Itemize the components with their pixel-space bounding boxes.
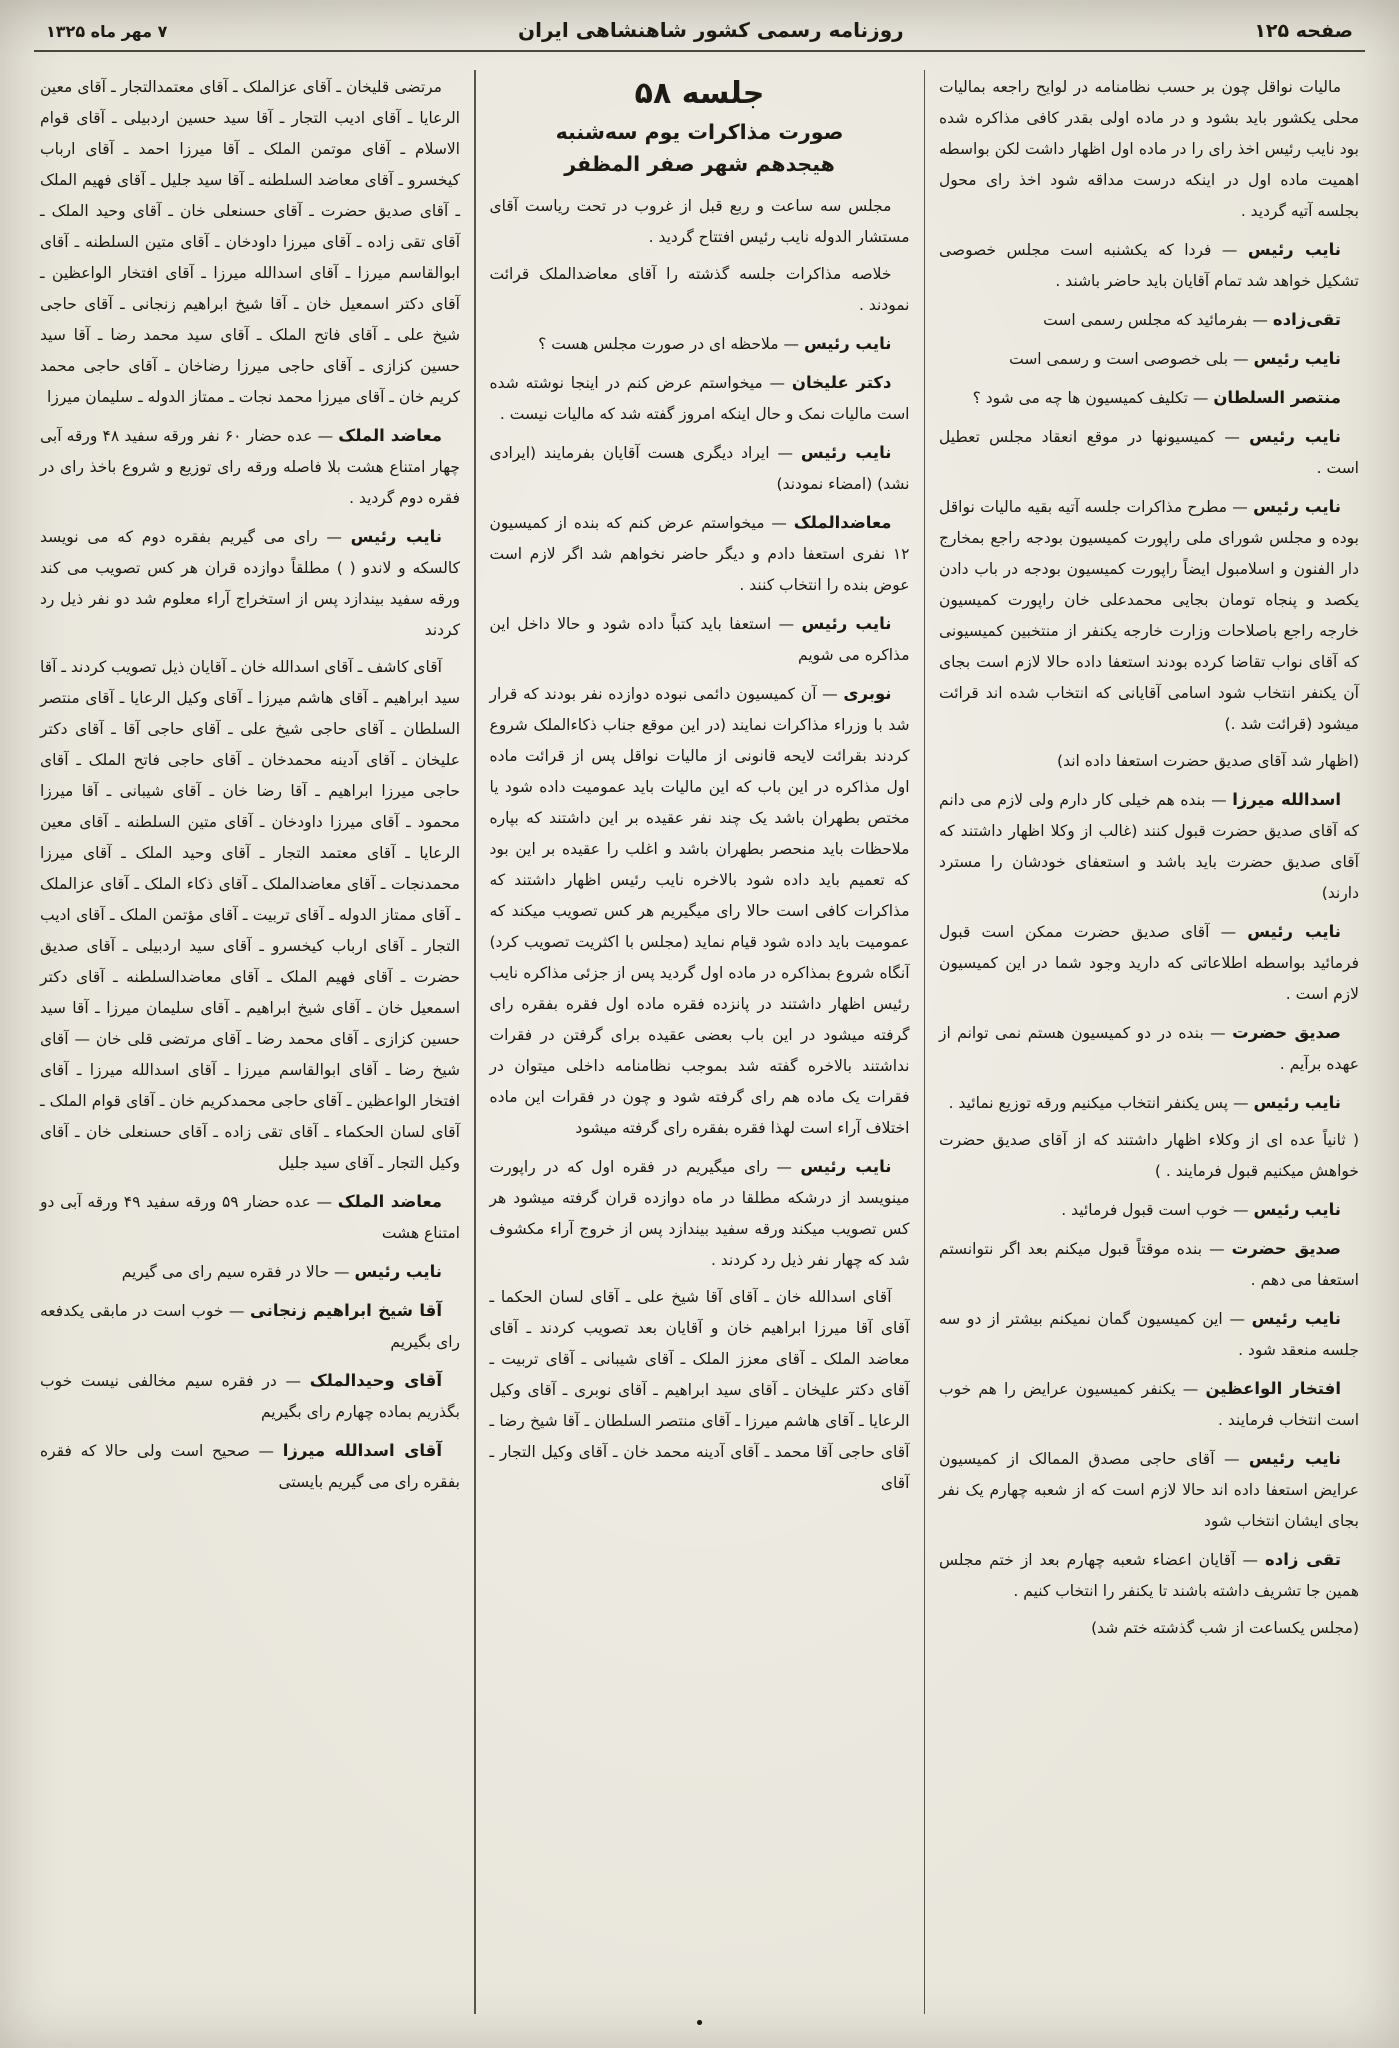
speaker-name: نایب رئیس — [1253, 1093, 1341, 1112]
column-left-blocks — [40, 72, 460, 1498]
speaker-name: معاضد الملک — [338, 426, 443, 445]
paragraph: دکتر علیخان — میخواستم عرض کنم در اینجا نوشته شده است مالیات نمک و حال اینکه امروز گفته شد که مالیات نیست . — [489, 372, 910, 423]
paragraph: معاضد الملک — عده حضار ۵۹ ورقه سفید ۴۹ ورقه آبی دو امتناع هشت — [40, 1192, 460, 1242]
paragraph: نایب رئیس — استعفا باید کتباً داده شود و حالا داخل این مذاکره می شویم — [489, 613, 910, 664]
speaker-name: معاضدالملک — [793, 512, 892, 532]
speaker-name: تقی زاده — [1265, 1550, 1341, 1569]
column-middle-blocks — [490, 191, 910, 1499]
paragraph: نایب رئیس — این کمیسیون گمان نمیکنم بیشتر از دو سه جلسه منعقد شود . — [939, 1309, 1359, 1359]
speaker-name: آقا شیخ ابراهیم زنجانی — [249, 1301, 442, 1320]
paragraph: نایب رئیس — فردا که یکشنبه است مجلس خصوصی تشکیل خواهد شد تمام آقایان باید حاضر باشند . — [939, 240, 1359, 290]
speaker-name: نایب رئیس — [800, 442, 892, 462]
paragraph: آقا شیخ ابراهیم زنجانی — خوب است در مابقی یکدفعه رای بگیریم — [40, 1301, 460, 1351]
paragraph: آقای کاشف ـ آقای اسدالله خان ـ آقایان ذیل تصویب کردند ـ آقا سید ابراهیم ـ آقای هاشم میرزا ـ آقای وکیل الرعایا ـ آقای منتصر السلطان ـ آقای حاجی شیخ علی ـ آقای حاجی آقا ـ آقای دکتر علیخان ـ آقای آدینه محمدخان ـ آقای حاجی فاتح الملک ـ آقای حاجی میرزا ابراهیم ـ آقا رضا خان ـ آقای شیبانی ـ آقا میرزا محمود ـ آقای میرزا داودخان ـ آقای متین السلطنه ـ آقای معین الرعایا ـ آقای معتمد التجار ـ آقای وحید الملک ـ آقای میرزا محمدنجات ـ آقای معاضدالملک ـ آقای ذکاء الملک ـ آقای عزالملک ـ آقای ممتاز الدوله ـ آقای تربیت ـ آقای مؤتمن الملک ـ آقای ادیب التجار ـ آقای ارباب کیخسرو ـ آقای سید اردبیلی ـ آقای صدیق حضرت ـ آقای فهیم الملک ـ آقای معاضدالسلطنه ـ آقای دکتر اسمعیل خان ـ آقای شیخ ابراهیم ـ آقای سلیمان میرزا ـ آقا سید حسین کزازی ـ آقای محمد رضا ـ آقای مرتضی قلی خان — آقای شیخ رضا ـ آقای ابوالقاسم میرزا ـ آقای اسدالله میرزا ـ آقای افتخار الواعظین ـ آقای حاجی محمدکریم خان ـ آقای قوام الملک ـ آقای لسان الحکماء ـ آقای تقی زاده ـ آقای حسنعلی خان ـ آقای وکیل التجار ـ آقای سید جلیل — [40, 658, 460, 1172]
paragraph: افتخار الواعظین — یکنفر کمیسیون عرایض را هم خوب است انتخاب فرمایند . — [939, 1379, 1359, 1429]
speaker-name: تقی‌زاده — [1272, 310, 1341, 329]
speaker-name: نایب رئیس — [1248, 1449, 1341, 1468]
paragraph: نایب رئیس — مطرح مذاکرات جلسه آتیه بقیه مالیات نواقل بوده و مجلس شورای ملی راپورت کمیسیون بودجه راجع بمخارج دار الفنون و اسلامبول ایضاً راپورت کمیسیون بودجه در باب دادن یکصد و پنجاه تومان بجایی محمدعلی خان راپورت کمیسیون خارجه راجع باصلاحات وزارت خارجه یکنفر از منتخبین کمیسیونی که آقای نواب تقاضا کرده بودند استعفا داده حالا لازم است بجای آن یکنفر انتخاب شود اسامی آقایانی که انتخاب شده اند قرائت میشود (قرائت شد .) — [939, 497, 1359, 733]
paragraph: اسدالله میرزا — بنده هم خیلی کار دارم ولی لازم می دانم که آقای صدیق حضرت قبول کنند (غالب از وکلا اظهار داشتند که آقای صدیق حضرت باید باشد و استعفای خودشان را مسترد دارند) — [939, 790, 1359, 902]
paragraph: مالیات نواقل چون بر حسب نظامنامه در لوایح راجعه بمالیات محلی یکشور باید بشود و در ماده اولی بقدر کافی مذاکره شده بود نایب رئیس اخذ رای را در ماده اول اظهار داشت لکن بواسطه اهمیت ماده اول در اینکه درست مداقه شود اخذ رای محول بجلسه آتیه گردید . — [939, 78, 1359, 220]
column-left — [26, 64, 474, 2014]
speaker-name: آقای وحیدالملک — [309, 1371, 442, 1390]
paragraph: تقی‌زاده — بفرمائید که مجلس رسمی است — [1043, 310, 1341, 329]
speaker-name: نوبری — [843, 683, 892, 703]
speaker-name: معاضد الملک — [337, 1192, 442, 1211]
speaker-name: نایب رئیس — [1253, 497, 1341, 516]
paragraph: نایب رئیس — رای می گیریم بفقره دوم که می نویسد کالسکه و لاندو ( ) مطلقاً دوازده قران هر کس تصویب می کند ورقه سفید بیندازد پس از استخراج آراء معلوم شد دو نفر ذیل رد کردند — [40, 527, 460, 639]
column-divider — [474, 70, 476, 2014]
paragraph: نایب رئیس — کمیسیونها در موقع انعقاد مجلس تعطیل است . — [939, 427, 1359, 477]
session-subtitle: صورت مذاکرات یوم سه‌شنبه هیجدهم شهر صفر المظفر — [555, 120, 844, 176]
speaker-name: نایب رئیس — [1247, 922, 1341, 941]
paragraph: نایب رئیس — ملاحظه ای در صورت مجلس هست ؟ — [538, 333, 892, 353]
paragraph: نایب رئیس — رای میگیریم در فقره اول که در راپورت مینویسد از درشکه مطلقا در ماه دوازده قران گرفته میشود هر کس تصویب میکند ورقه سفید بیندازد پس از خروج آراء مکشوف شد که چهار نفر ذیل رد کردند . — [489, 1156, 910, 1269]
speaker-name: نایب رئیس — [350, 527, 442, 546]
speaker-name: نایب رئیس — [1249, 427, 1341, 446]
speaker-name: نایب رئیس — [1251, 1309, 1341, 1328]
speaker-name: نایب رئیس — [801, 613, 892, 633]
speaker-name: نایب رئیس — [800, 1156, 892, 1176]
paragraph: نایب رئیس — پس یکنفر انتخاب میکنیم ورقه توزیع نمائید . — [948, 1093, 1341, 1112]
paragraph: نایب رئیس — آقای صدیق حضرت ممکن است قبول فرمائید بواسطه اطلاعاتی که دارید وجود شما در این کمیسیون لازم است . — [939, 922, 1359, 1003]
speaker-name: نایب رئیس — [1253, 349, 1341, 368]
paragraph: تقی زاده — آقایان اعضاء شعبه چهارم بعد از ختم مجلس همین جا تشریف داشته باشند تا یکنفر را انتخاب کنیم . — [939, 1550, 1359, 1600]
session-heading — [490, 74, 910, 181]
paragraph: صدیق حضرت — بنده در دو کمیسیون هستم نمی توانم از عهده برآیم . — [939, 1023, 1359, 1073]
speaker-name: نایب رئیس — [1253, 1200, 1341, 1219]
column-middle — [476, 64, 924, 2014]
columns-container — [26, 64, 1373, 2014]
paragraph: معاضدالملک — میخواستم عرض کنم که بنده از کمیسیون ۱۲ نفری استعفا دادم و دیگر حاضر نخواهم شد اگر لازم است عوض بنده را انتخاب کنند . — [489, 512, 910, 594]
paragraph: آقای وحیدالملک — در فقره سیم مخالفی نیست خوب بگذریم بماده چهارم رای بگیریم — [40, 1371, 460, 1421]
session-title: جلسه ۵۸ — [634, 76, 765, 111]
paragraph: مرتضی قلیخان ـ آقای عزالملک ـ آقای معتمدالتجار ـ آقای معین الرعایا ـ آقای ادیب التجار ـ آقا سید حسین اردبیلی ـ آقای قوام الاسلام ـ آقای موتمن الملک ـ آقا میرزا احمد ـ آقای ارباب کیخسرو ـ آقای معاضد السلطنه ـ آقا سید جلیل ـ آقای فهیم الملک ـ آقای صدیق حضرت ـ آقای حسنعلی خان ـ آقای وحید الملک ـ آقای تقی زاده ـ آقای میرزا داودخان ـ آقای متین السلطنه ـ آقای ابوالقاسم میرزا ـ آقای اسدالله میرزا ـ آقای افتخار الواعظین ـ آقای دکتر اسمعیل خان ـ آقا شیخ ابراهیم زنجانی ـ آقای حاجی شیخ علی ـ آقای فاتح الملک ـ آقای سید محمد رضا ـ آقا سید حسین کزازی ـ آقای حاجی میرزا رضاخان ـ آقای حاجی محمد کریم خان ـ آقای میرزا محمد نجات ـ ممتاز الدوله ـ سلیمان میرزا — [40, 78, 460, 406]
paragraph: منتصر السلطان — تکلیف کمیسیون ها چه می شود ؟ — [972, 388, 1341, 407]
speaker-name: منتصر السلطان — [1213, 388, 1341, 407]
paragraph: صدیق حضرت — بنده موقتاً قبول میکنم بعد اگر نتوانستم استعفا می دهم . — [939, 1239, 1359, 1289]
paragraph: نایب رئیس — آقای حاجی مصدق الممالک از کمیسیون عرایض استعفا داده اند حالا لازم است که از شعبه چهارم یک نفر بجای ایشان انتخاب شود — [939, 1449, 1359, 1530]
speaker-name: نایب رئیس — [803, 333, 892, 353]
column-right-blocks — [939, 72, 1359, 1644]
paragraph: (اظهار شد آقای صدیق حضرت استعفا داده اند) — [1057, 752, 1359, 770]
speaker-name: صدیق حضرت — [1232, 1023, 1341, 1042]
paragraph: آقای اسدالله خان ـ آقای آقا شیخ علی ـ آقای لسان الحکما ـ آقای آقا میرزا ابراهیم خان و آقایان بعد تصویب کردند ـ آقای معاضد الملک ـ آقای معزز الملک ـ آقای شیبانی ـ آقای تربیت ـ آقای دکتر علیخان ـ آقای سید ابراهیم ـ آقای نوبری ـ آقای وکیل الرعایا ـ آقای هاشم میرزا ـ آقای منتصر السلطان ـ آقا شیخ رضا ـ آقای حاجی آقا محمد ـ آقای آدینه محمد خان ـ آقای وکیل التجار ـ آقای — [489, 1287, 910, 1492]
speaker-name: دکتر علیخان — [791, 372, 892, 392]
speaker-name: افتخار الواعظین — [1205, 1379, 1342, 1398]
paragraph: نایب رئیس — بلی خصوصی است و رسمی است — [1009, 349, 1341, 368]
paragraph: معاضد الملک — عده حضار ۶۰ نفر ورقه سفید ۴۸ ورقه آبی چهار امتناع هشت بلا فاصله ورقه رای توزیع و شروع باخذ رای در فقره دوم گردید . — [40, 426, 460, 507]
page-number: صفحه ۱۲۵ — [1254, 20, 1353, 42]
footer-mark: • — [694, 2013, 705, 2034]
paragraph: نایب رئیس — خوب است قبول فرمائید . — [1061, 1200, 1341, 1219]
speaker-name: آقای اسدالله میرزا — [282, 1441, 442, 1460]
masthead — [0, 0, 1399, 48]
column-right — [925, 64, 1373, 2014]
paragraph: (مجلس یکساعت از شب گذشته ختم شد) — [1091, 1619, 1359, 1637]
paragraph: نایب رئیس — حالا در فقره سیم رای می گیریم — [121, 1262, 442, 1281]
paragraph: نوبری — آن کمیسیون دائمی نبوده دوازده نفر بودند که قرار شد با وزراء مذاکرات نمایند (در این موقع جناب ذکاءالملک شروع کردند بقرائت لایحه قانونی از مالیات نواقل پس از قرائت ماده اول مذاکره در این باب که این مالیات باید عمومیت داده شود یا مختص بطهران باشد یک چند نفر عقیده بر این داشتند که بپاره ملاحظات باید منحصر بطهران باشد و اغلب را عقیده بر این بود که تعمیم باید داده شود بالاخره نایب رئیس اظهار داشتند که مذاکرات کافی است حالا رای میگیریم هر کس تصویب میکند که عمومیت باید داده شود قیام نماید (مجلس با اکثریت تصویب کرد) آنگاه شروع بمذاکره در ماده اول گردید پس از جزئی مذاکره نایب رئیس اظهار داشتند در پانزده فقره ماده اول فقره بفقره رای گرفته میشود در این باب بعضی عقیده برای گرفتن در فقرات نداشتند بالاخره گفته شد بموجب نظامنامه داخلی میتوان در فقرات یک ماده هم رای گرفته شود و چون در فقرات این ماده اختلاف آراء است لهذا فقره بفقره رای گرفته میشود — [489, 683, 910, 1137]
speaker-name: نایب رئیس — [1247, 240, 1341, 259]
paragraph: خلاصه مذاکرات جلسه گذشته را آقای معاضدالملک قرائت نمودند . — [489, 264, 910, 314]
speaker-name: اسدالله میرزا — [1232, 790, 1341, 809]
paper-title: روزنامه رسمی کشور شاهنشاهی ایران — [518, 18, 904, 42]
paragraph: ( ثانیاً عده ای از وکلاء اظهار داشتند که از آقای صدیق حضرت خواهش میکنیم قبول فرمایند . ) — [939, 1131, 1359, 1180]
paragraph: مجلس سه ساعت و ربع قبل از غروب در تحت ریاست آقای مستشار الدوله نایب رئیس افتتاح گردید . — [489, 196, 910, 246]
paragraph: نایب رئیس — ایراد دیگری هست آقایان بفرمایند (ایرادی نشد) (امضاء نمودند) — [489, 442, 910, 493]
issue-date: ۷ مهر ماه ۱۳۲۵ — [46, 22, 168, 41]
header-rule — [34, 50, 1365, 52]
speaker-name: نایب رئیس — [354, 1262, 442, 1281]
speaker-name: صدیق حضرت — [1231, 1239, 1341, 1258]
column-divider — [924, 70, 926, 2014]
paragraph: آقای اسدالله میرزا — صحیح است ولی حالا که فقره بفقره رای می گیریم بایستی — [40, 1441, 460, 1491]
